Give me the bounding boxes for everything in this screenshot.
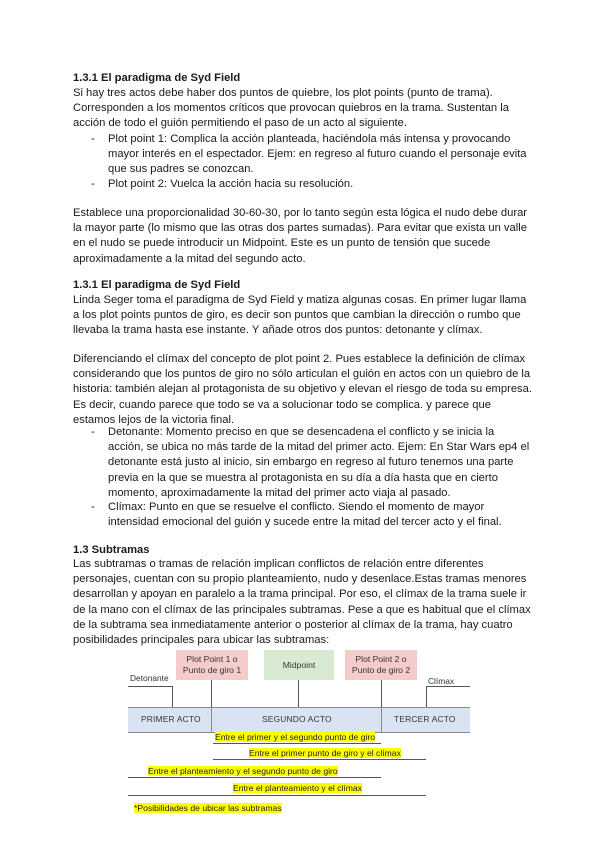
text-line: intensidad emocional del guión y sucede entre la mitad del tercer acto y el final. xyxy=(108,516,502,529)
bullet-dash: - xyxy=(91,426,95,438)
act-divider xyxy=(381,707,382,732)
text-line: desarrollan y apoyan en paralelo a la trama principal. Por eso, el clímax de la trama suele ir xyxy=(73,588,527,601)
subplot-line-4 xyxy=(128,795,426,796)
text-line: de la subtrama sea inmediatamente anterior o posterior al clímax de la trama, hay cuatro xyxy=(73,618,513,631)
text-line: Clímax: Punto en que se resuelve el conflicto. Siendo el momento de mayor xyxy=(108,501,485,513)
subplot-label: Entre el primer y el segundo punto de giro xyxy=(215,732,376,742)
climax-marker xyxy=(426,686,427,707)
detonante-marker-line xyxy=(128,686,172,687)
text-line: acción de todo el guión permitiendo el paso de un acto al siguiente. xyxy=(73,117,407,130)
midpoint-marker xyxy=(298,680,299,707)
subplot-range-4 xyxy=(231,783,364,794)
text-line: que sus padres se conozcan. xyxy=(108,163,254,176)
section-heading-linda-seger: 1.3.1 El paradigma de Syd Field xyxy=(73,279,241,291)
text-line: Es decir, cuando parece que todo se va a solucionar todo se complica. y parece que xyxy=(73,398,491,411)
text-line: aproximadamente a la mitad del segundo acto. xyxy=(73,252,306,265)
act-label-second: SEGUNDO ACTO xyxy=(262,714,332,724)
text-line: Detonante: Momento preciso en que se desencadena el conflicto y se inicia la xyxy=(108,426,495,438)
paragraph xyxy=(73,86,533,132)
bullet-dash: - xyxy=(91,133,95,145)
text-line: previa en la que se muestra al protagonista en su día a día hasta que en cierto xyxy=(108,471,498,484)
text-line: Establece una proporcionalidad 30-60-30, por lo tanto según esta lógica el nudo debe durar xyxy=(73,207,528,219)
text-line: Plot point 2: Vuelca la acción hacia su resolución. xyxy=(108,178,354,190)
subplot-range-1 xyxy=(213,732,377,743)
text-line: posibilidades principales para ubicar las subtramas: xyxy=(73,634,330,647)
text-line: Las subtramas o tramas de relación implican conflictos de relación entre diferentes xyxy=(73,558,484,570)
plot-point-1-marker xyxy=(211,680,212,707)
climax-label: Clímax xyxy=(428,676,455,686)
section-heading-syd-field: 1.3.1 El paradigma de Syd Field xyxy=(73,72,241,84)
act-label-third: TERCER ACTO xyxy=(394,714,456,724)
subplot-line-3 xyxy=(128,777,381,778)
text-line: Linda Seger toma el paradigma de Syd Field y matiza algunas cosas. En primer lugar llama xyxy=(73,294,527,306)
bullet-dash: - xyxy=(91,178,95,190)
caption-text: *Posibilidades de ubicar las subtramas xyxy=(134,803,282,813)
text-line: Corresponden a los momentos críticos que provocan quiebros en la trama. Sustentan la xyxy=(73,102,509,115)
subplot-line-2 xyxy=(213,759,426,760)
text-line: Si hay tres actos debe haber dos puntos de quiebre, los plot points (punto de trama). xyxy=(73,87,493,99)
text-line: Diferenciando el clímax del concepto de plot point 2. Pues establece la definición de clímax xyxy=(73,353,526,365)
text-line: llevaba la trama hasta ese instante. Y añade otros dos puntos: detonante y clímax. xyxy=(73,324,483,337)
subplot-label: Entre el planteamiento y el clímax xyxy=(233,783,362,793)
text-line: estamos lejos de la victoria final. xyxy=(73,413,235,426)
plot-point-1-box: Plot Point 1 o Punto de giro 1 xyxy=(176,650,248,680)
bullet-text-detonante xyxy=(108,425,536,501)
section-heading-subtramas: 1.3 Subtramas xyxy=(73,544,150,556)
diagram-caption xyxy=(132,803,284,814)
midpoint-box: Midpoint xyxy=(264,650,334,680)
plot-point-2-box: Plot Point 2 o Punto de giro 2 xyxy=(345,650,417,680)
text-line: momento, aproximadamente la mitad del primer acto viaja al pasado. xyxy=(108,486,451,499)
text-line: considerando que los puntos de giro no sólo articulan el guión en actos con un quiebro de la xyxy=(73,368,531,381)
act-divider xyxy=(211,707,212,732)
subplot-range-3 xyxy=(146,766,340,777)
text-line: Plot point 1: Complica la acción planteada, haciéndola más intensa y provocando xyxy=(108,133,511,145)
subplot-range-2 xyxy=(247,748,403,759)
text-line: detonante está justo al inicio, sin embargo en regreso al futuro tenemos una parte xyxy=(108,456,514,469)
text-line: de la mano con el clímax de las principales subtramas. Pese a que es habitual que el clímax xyxy=(73,603,531,616)
paragraph xyxy=(73,293,533,339)
text-line: a los plot points puntos de giro, es decir son puntos que cambian la dirección o rumbo que xyxy=(73,309,521,322)
subplot-label: Entre el primer punto de giro y el clímax xyxy=(249,748,401,758)
bullet-dash: - xyxy=(91,501,95,513)
bullet-text-plot-point-2 xyxy=(108,177,536,192)
detonante-marker xyxy=(172,686,173,707)
plot-point-2-marker xyxy=(381,680,382,707)
paragraph xyxy=(73,352,533,428)
climax-marker-line xyxy=(426,686,470,687)
bullet-text-climax xyxy=(108,500,536,530)
act-label-first: PRIMER ACTO xyxy=(141,714,201,724)
paragraph xyxy=(73,206,533,267)
subplot-line-1 xyxy=(213,743,381,744)
text-line: historia: también alejan al protagonista de su objetivo y elevan el riesgo de toda su empresa. xyxy=(73,383,532,396)
text-line: la mayor parte (lo mismo que las otras dos partes sumadas). Para evitar que exista un valle xyxy=(73,222,527,235)
text-line: en el nudo se puede introducir un Midpoint. Este es un punto de tensión que sucede xyxy=(73,237,491,250)
detonante-label: Detonante xyxy=(130,673,169,683)
subplot-label: Entre el planteamiento y el segundo punto de giro xyxy=(148,766,338,776)
text-line: mayor interés en el espectador. Ejem: en regreso al futuro cuando el personaje evita xyxy=(108,148,527,161)
bullet-text-plot-point-1 xyxy=(108,132,536,178)
text-line: personajes, cuentan con su propio planteamiento, nudo y desenlace.Estas tramas menores xyxy=(73,573,527,586)
text-line: acción, se ubica no más tarde de la mitad del primer acto. Ejem: En Star Wars ep4 el xyxy=(108,441,530,454)
paragraph xyxy=(73,557,533,648)
